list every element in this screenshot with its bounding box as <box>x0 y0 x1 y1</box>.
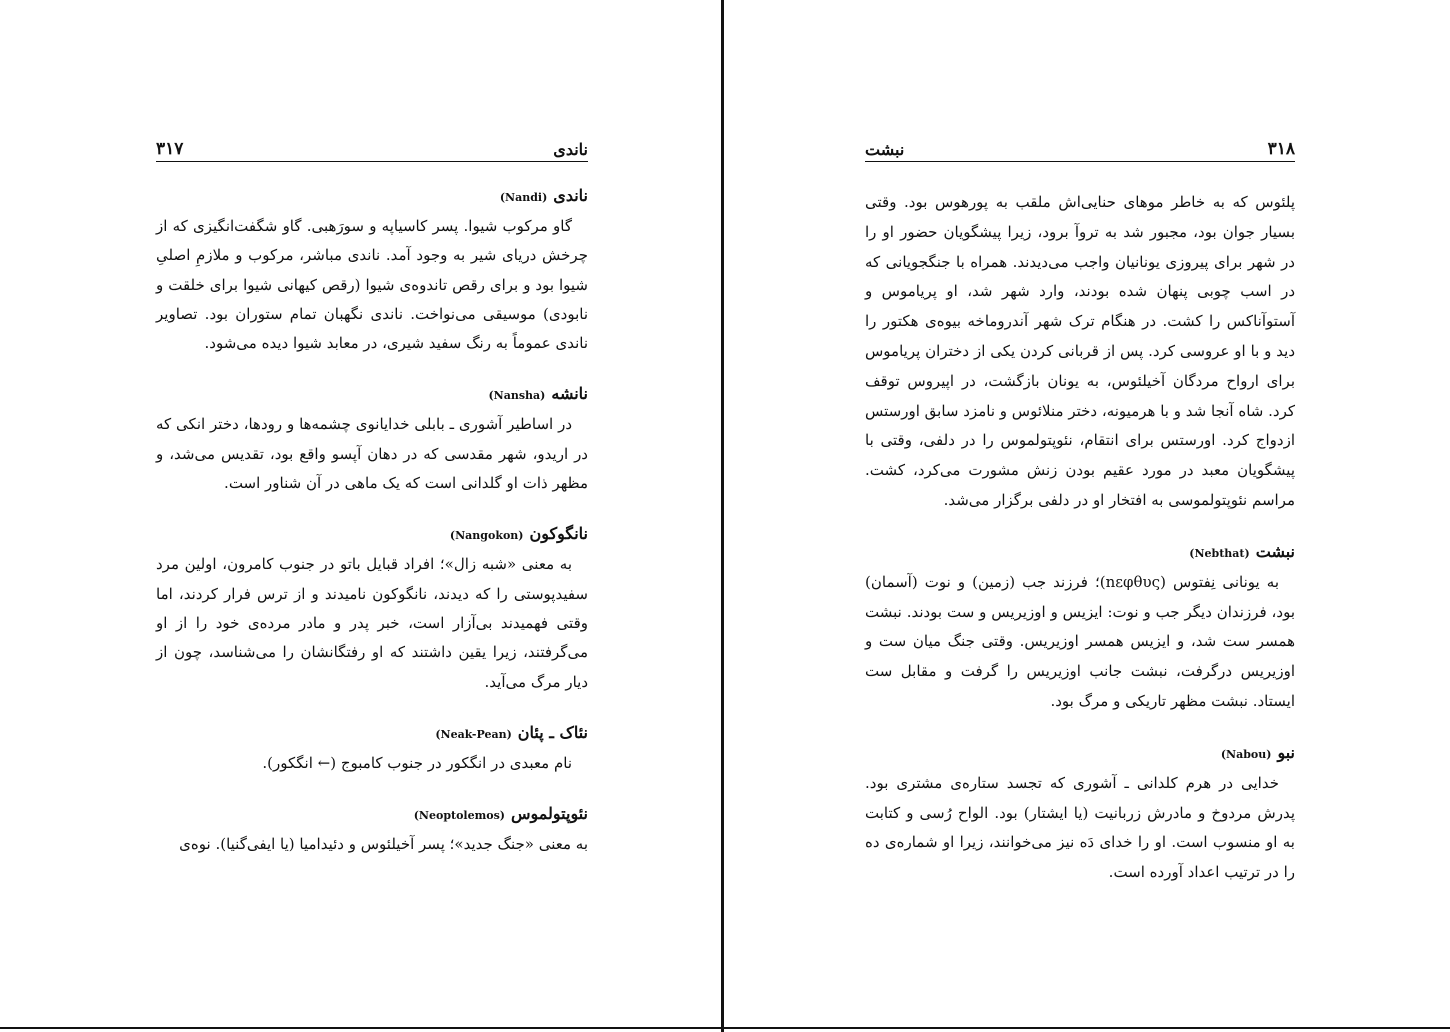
entry-title: نانشه <box>551 384 588 404</box>
left-running-head <box>156 135 588 162</box>
entry-latin: (Nebthat) <box>1189 546 1250 560</box>
entry-neoptolemos <box>156 802 588 859</box>
entry-title: نئاک ـ پئان <box>517 722 588 742</box>
entry-text: به معنی «جنگ جدید»؛ پسر آخیلئوس و دئیدامیا (یا ایفی‌گنیا). نوه‌ی <box>179 835 588 854</box>
entry-latin: (Nangokon) <box>449 529 524 543</box>
left-running-title: ناندی <box>553 140 588 159</box>
left-page-number: ۳۱۷ <box>156 139 184 159</box>
entry-text: خدایی در هرم کلدانی ـ آشوری که تجسد ستاره‌ی مشتری بود. پدرش مردوخ و مادرش زربانیت (یا ایشتار) بود. الواح رُسی و کتابت به او منسوب است. او را خدای دَه نیز می‌خوانند، زیرا او شماره‌ی ده را در ترتیب اعداد آورده است. <box>865 773 1295 882</box>
entry-title: ناندی <box>553 186 588 205</box>
entry-latin: (Nandi) <box>499 191 548 204</box>
entry-text: به یونانی نِفتوس (nεφθυς)؛ فرزند جب (زمین) و نوت (آسمان) بود، فرزندان دیگر جب و نوت: ایزیس و اوزیریس و ست بودند. نبشت همسر ست شد، و ایزیس همسر اوزیریس. وقتی جنگ میان ست و اوزیریس درگرفت، نبشت جانب اوزیریس را گرفت و مقابل ست ایستاد. نبشت مظهر تاریکی و مرگ بود. <box>865 572 1295 710</box>
bottom-edge <box>0 1027 1450 1029</box>
continued-entry <box>865 188 1295 516</box>
continuation-text: پلئوس که به خاطر موهای حنایی‌اش ملقب به پورهوس بود. وقتی بسیار جوان بود، مجبور شد به تروآ برود، زیرا پیشگویان حضور او را در شهر برای پیروزی یونانیان واجب می‌دیدند. همراه با جنگجویانی که در اسب چوبی پنهان شده بودند، وارد شهر شد، او پریاموس و آستوآناکس را کشت. در هنگام ترک شهر آندروماخه بیوه‌ی هکتور را دید و با او عروسی کرد. پس از قربانی کردن یکی از دختران پریاموس برای ارواح مردگان آخیلئوس، به یونان بازگشت، در اپیروس توقف کرد. شاه آنجا شد و با هرمیونه، دختر منلائوس و نامزد سابق اورستس ازدواج کرد. اورستس برای انتقام، نئوپتولموس را در دلفی، وقتی با پیشگویان معبد در مورد عقیم بودن زنش مشورت می‌کرد، کشت. مراسم نئوپتولموسی به افتخار او در دلفی برگزار می‌شد. <box>865 193 1295 509</box>
entry-nangokon <box>156 522 588 696</box>
right-page-number: ۳۱۸ <box>1267 139 1295 159</box>
entry-nabou <box>865 741 1295 888</box>
entry-title: نبشت <box>1255 541 1295 561</box>
entry-latin: (Nansha) <box>488 389 546 403</box>
entry-neak-pean <box>156 721 588 778</box>
entry-latin: (Neak-Pean) <box>435 727 512 741</box>
right-running-head <box>865 135 1295 162</box>
entry-text: در اساطیر آشوری ـ بابلی خدایانوی چشمه‌ها و رودها، دختر انکی که در اریدو، شهر مقدسی که در دهان آپسو واقع بود، تقدیس می‌شد، و مظهر ذات او گلدانی است که یک ماهی در آن شناور است. <box>156 415 588 493</box>
left-page <box>156 135 588 859</box>
entry-text: نام معبدی در انگکور در جنوب کامبوج (← انگکور). <box>262 753 572 772</box>
entry-text: به معنی «شبه زال»؛ افراد قبایل باتو در جنوب کامرون، اولین مرد سفیدپوستی را که دیدند، نانگوکون نامیدند و از ترس فرار کردند، اما وقتی فهمیدند بی‌آزار است، خبر پدر و مادر مرده‌ی خود را از او می‌گرفتند، زیرا یقین داشتند که او رفتگانشان را می‌شناسد، چون از دیار مرگ می‌آید. <box>156 555 588 691</box>
right-page <box>865 135 1295 888</box>
entry-latin: (Neoptolemos) <box>413 809 505 823</box>
entry-nandi <box>156 184 588 358</box>
entry-title: نبو <box>1277 742 1295 762</box>
book-spine <box>721 0 724 1032</box>
entry-nansha <box>156 382 588 498</box>
entry-latin: (Nabou) <box>1220 747 1272 761</box>
entry-nebthat <box>865 540 1295 717</box>
right-running-title: نبشت <box>865 140 905 159</box>
entry-text: گاو مرکوب شیوا. پسر کاسیاپه و سورَهبی. گاو شگفت‌انگیزی که از چرخش دریای شیر به وجود آمد. ناندی مباشر، مرکوب و ملازمِ اصلیِ شیوا بود و برای رقص تاندوه‌ی شیوا (رقص کیهانی شیوا برای خلقت و نابودی) موسیقی می‌نواخت. ناندی نگهبان تمام ستوران بود. تصاویر ناندی عموماً به رنگ سفید شیری، در معابد شیوا دیده می‌شود. <box>156 217 588 353</box>
entry-title: نانگوکون <box>529 524 588 544</box>
entry-title: نئوپتولموس <box>510 804 588 824</box>
